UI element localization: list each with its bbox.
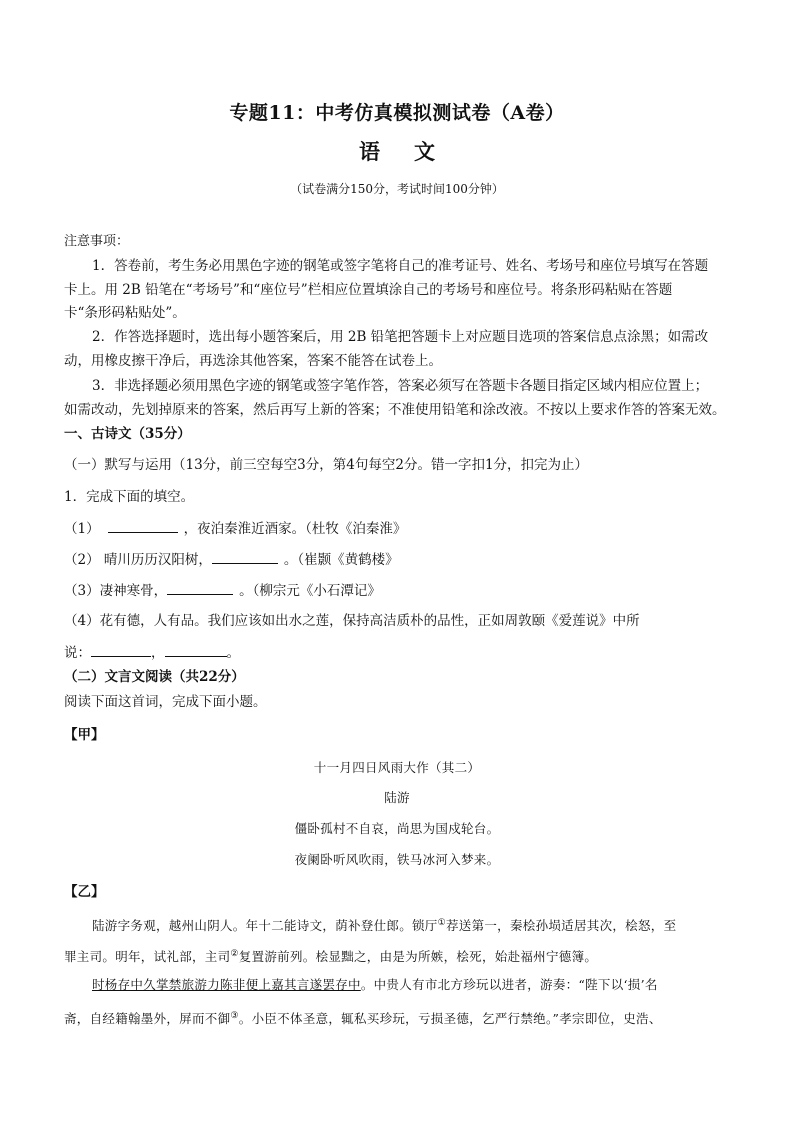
yi-text: 。小臣不体圣意，辄私买珍玩，亏损圣德，乞严行禁绝。”孝宗即位，史浩、 (238, 1011, 662, 1027)
q1-4-suffix: 。 (226, 645, 240, 661)
yi-text: 。中贵人有市北方珍玩以进者，游奏：“陛下以‘损’名 (360, 977, 658, 992)
part2-heading: （二）文言文阅读（共22分） (64, 669, 245, 685)
q1-4-prefix: 说： (64, 645, 91, 661)
answer-blank[interactable] (108, 518, 178, 533)
question-1-4: （4）花有德，人有品。我们应该如出水之莲，保持高洁质朴的品性，正如周敦颐《爱莲说》中所 (64, 613, 640, 629)
yi-line-3 (92, 975, 658, 995)
poem-title: 十一月四日风雨大作（其二） (313, 760, 481, 775)
yi-text: 陆游字务观，越州山阴人。年十二能诗文，荫补登仕郎。锁厅 (92, 918, 438, 934)
exam-meta: （试卷满分150分，考试时间100分钟） (290, 182, 504, 196)
poem-author: 陆游 (384, 790, 410, 805)
part1-heading: （一）默写与运用（13分，前三空每空3分，第4句每空2分。错一字扣1分，扣完为止） (64, 457, 589, 473)
yi-line-1 (92, 913, 676, 936)
poem-line-2: 夜阑卧听风吹雨，铁马冰河入梦来。 (294, 852, 500, 867)
underlined-sentence: 时杨存中久掌禁旅游力陈非便上嘉其言遂罢存中 (92, 977, 361, 992)
footnote-mark: ① (437, 918, 446, 928)
yi-line-4 (64, 1006, 662, 1029)
reading-instruction: 阅读下面这首词，完成下面小题。 (64, 694, 267, 710)
footnote-mark: ② (230, 949, 239, 959)
notice-p1b: 卡上。用 2B 铅笔在“考场号”和“座位号”栏相应位置填涂自己的考场号和座位号。将条形码粘贴在答题 (64, 282, 673, 298)
notice-p3b: 如需改动，先划掉原来的答案，然后再写上新的答案；不准使用铅笔和涂改液。不按以上要求作答的答案无效。 (64, 402, 726, 418)
q1-1-prefix: （1） (64, 521, 100, 537)
subject-title: 语文 (359, 139, 469, 164)
answer-blank[interactable] (212, 549, 278, 564)
yi-text: 罪主司。明年，试礼部，主司 (64, 949, 231, 965)
q1-2-prefix: （2） 晴川历历汉阳树， (64, 552, 212, 568)
notice-p2b: 动，用橡皮擦干净后，再选涂其他答案，答案不能答在试卷上。 (64, 353, 442, 369)
yi-text: 复置游前列。桧显黜之，由是为所嫉，桧死，始赴福州宁德簿。 (238, 949, 598, 965)
answer-blank[interactable] (91, 642, 151, 657)
notice-p1c: 卡“条形码粘贴处”。 (64, 305, 186, 321)
passage-jia-label: 【甲】 (64, 727, 105, 743)
poem-line-1: 僵卧孤村不自哀，尚思为国戍轮台。 (294, 821, 500, 836)
q1-2-suffix: 。（崔颢《黄鹤楼》 (283, 552, 399, 568)
q1-1-suffix: ，夜泊秦淮近酒家。（杜牧《泊秦淮》 (183, 521, 407, 537)
answer-blank[interactable] (167, 580, 233, 595)
notice-p3a: 3．非选择题必须用黑色字迹的钢笔或签字笔作答，答案必须写在答题卡各题目指定区域内相应位置上； (92, 378, 709, 394)
notice-heading: 注意事项： (64, 234, 130, 249)
notice-p1a: 1．答卷前，考生务必用黑色字迹的钢笔或签字笔将自己的准考证号、姓名、考场号和座位号填写在答题 (92, 258, 709, 274)
section1-heading: 一、古诗文（35分） (64, 426, 191, 442)
question-1-3 (64, 580, 381, 601)
notice-p2a: 2．作答选择题时，选出每小题答案后，用 2B 铅笔把答题卡上对应题目选项的答案信息点涂黑；如需改 (92, 329, 709, 345)
question-1: 1．完成下面的填空。 (64, 489, 195, 505)
yi-text: 荐送第一，秦桧孙埙适居其次，桧怒，至 (445, 918, 677, 934)
footnote-mark: ③ (230, 1011, 239, 1021)
q1-3-prefix: （3）凄神寒骨， (64, 583, 168, 599)
question-1-1 (64, 518, 406, 539)
question-1-4-blanks (64, 642, 240, 663)
yi-text: 斋，自经籍翰墨外，屏而不御 (64, 1011, 231, 1027)
q1-4-comma: ， (151, 645, 165, 661)
page-title: 专题11：中考仿真模拟测试卷（A卷） (229, 102, 565, 124)
passage-yi-label: 【乙】 (64, 884, 105, 900)
q1-3-suffix: 。（柳宗元《小石潭记》 (239, 583, 381, 599)
question-1-2 (64, 549, 399, 570)
answer-blank[interactable] (165, 642, 227, 657)
yi-line-2 (64, 944, 597, 967)
